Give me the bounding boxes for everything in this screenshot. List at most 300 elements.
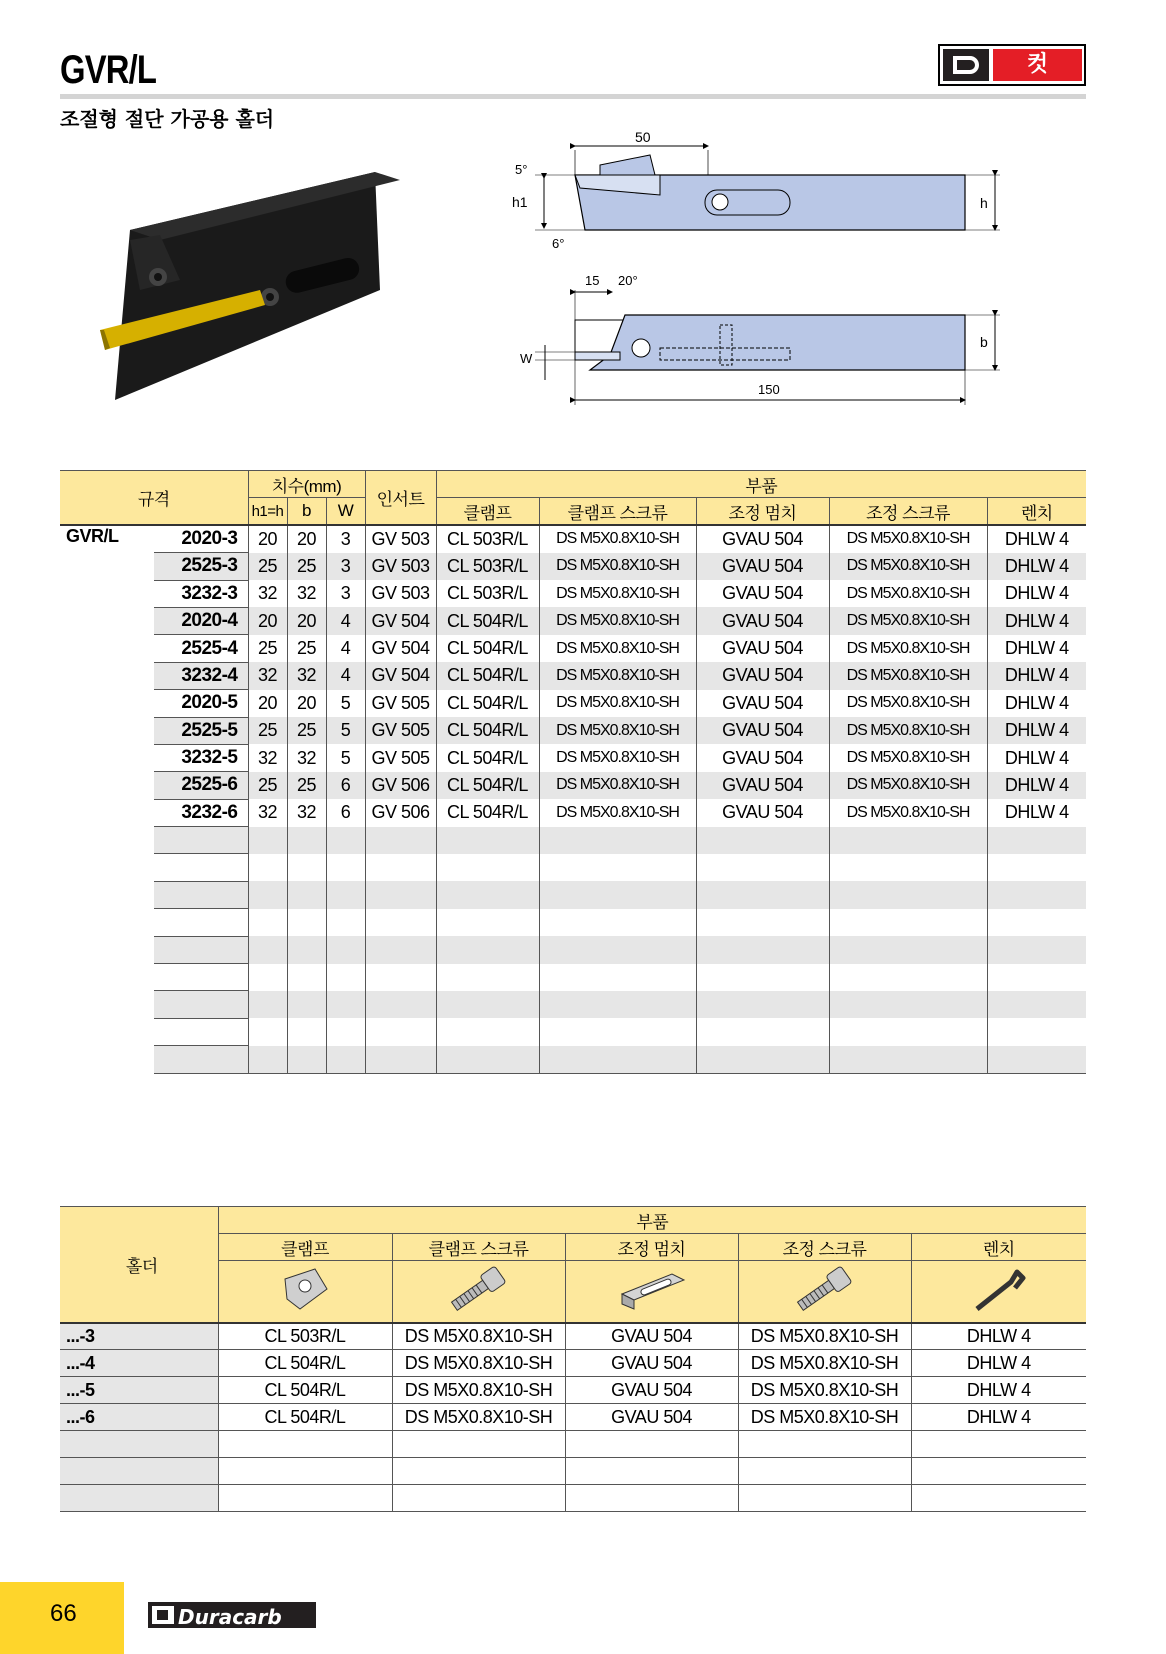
table-cell bbox=[987, 881, 1086, 908]
clamp-cell: CL 504R/L bbox=[218, 1377, 392, 1404]
table-cell: 20 bbox=[287, 525, 326, 552]
clamp-screw-cell: DS M5X0.8X10-SH bbox=[539, 690, 696, 717]
dim-50-label: 50 bbox=[635, 129, 651, 145]
table-cell: 20 bbox=[287, 690, 326, 717]
table-cell bbox=[248, 854, 287, 881]
wrench-cell: DHLW 4 bbox=[987, 717, 1086, 744]
table-row bbox=[60, 1377, 1086, 1404]
table-cell bbox=[248, 936, 287, 963]
table-row bbox=[60, 964, 1086, 991]
clamp-screw-cell: DS M5X0.8X10-SH bbox=[392, 1404, 565, 1431]
adj-screw-cell: DS M5X0.8X10-SH bbox=[829, 662, 987, 689]
table-row bbox=[60, 991, 1086, 1018]
adj-screw-cell: DS M5X0.8X10-SH bbox=[829, 690, 987, 717]
wrench-part-icon bbox=[911, 1261, 1086, 1323]
dimension-drawing bbox=[512, 129, 1070, 430]
clamp-cell: CL 504R/L bbox=[218, 1404, 392, 1431]
holder-cell: ...-6 bbox=[60, 1404, 218, 1431]
adj-stop-cell: GVAU 504 bbox=[565, 1323, 738, 1350]
table-cell: 20 bbox=[248, 525, 287, 552]
table-cell bbox=[326, 991, 365, 1018]
table-cell: 32 bbox=[248, 662, 287, 689]
table-cell bbox=[987, 1046, 1086, 1073]
adj-stop-part-icon bbox=[565, 1261, 738, 1323]
table-cell bbox=[829, 827, 987, 854]
table-cell bbox=[365, 1018, 436, 1045]
wrench-cell: DHLW 4 bbox=[987, 607, 1086, 634]
table-cell: 6 bbox=[326, 772, 365, 799]
adj-stop-cell: GVAU 504 bbox=[696, 772, 829, 799]
clamp-header: 클램프 bbox=[436, 498, 539, 525]
table-cell bbox=[287, 936, 326, 963]
table-row bbox=[60, 553, 1086, 580]
b-header: b bbox=[287, 498, 326, 525]
table-cell bbox=[365, 881, 436, 908]
clamp-screw-cell: DS M5X0.8X10-SH bbox=[392, 1323, 565, 1350]
model-code: 3232-6 bbox=[154, 799, 248, 826]
adj-screw-cell: DS M5X0.8X10-SH bbox=[738, 1350, 911, 1377]
adj-stop-cell: GVAU 504 bbox=[696, 525, 829, 552]
model-code bbox=[154, 881, 248, 908]
adj-screw-cell: DS M5X0.8X10-SH bbox=[829, 635, 987, 662]
table-cell: 20 bbox=[248, 690, 287, 717]
insert-cell: GV 504 bbox=[365, 607, 436, 634]
table-cell bbox=[539, 936, 696, 963]
clamp-part-icon bbox=[218, 1261, 392, 1323]
clamp-cell: CL 504R/L bbox=[436, 607, 539, 634]
parts-table bbox=[60, 1206, 1086, 1512]
table-cell bbox=[287, 827, 326, 854]
table-cell bbox=[365, 827, 436, 854]
table-cell: 4 bbox=[326, 662, 365, 689]
table-cell bbox=[248, 1018, 287, 1045]
model-code bbox=[154, 909, 248, 936]
model-code: 2020-3 bbox=[154, 525, 248, 552]
table-cell: 6 bbox=[326, 799, 365, 826]
dim-15-label: 15 bbox=[585, 273, 600, 288]
duracarb-logo bbox=[148, 1598, 316, 1630]
table-row bbox=[60, 1018, 1086, 1045]
table-row bbox=[60, 690, 1086, 717]
wrench2-header: 렌치 bbox=[911, 1234, 1086, 1261]
tool-holder-photo bbox=[100, 180, 400, 420]
table-cell bbox=[696, 881, 829, 908]
table-cell bbox=[696, 909, 829, 936]
angle-6-label: 6° bbox=[552, 236, 565, 251]
table-cell bbox=[565, 1431, 738, 1458]
table-cell bbox=[287, 1018, 326, 1045]
table-cell bbox=[218, 1485, 392, 1512]
clamp-cell: CL 504R/L bbox=[436, 690, 539, 717]
table-cell bbox=[365, 854, 436, 881]
model-code: 2525-4 bbox=[154, 635, 248, 662]
table-cell bbox=[987, 991, 1086, 1018]
table-row bbox=[60, 909, 1086, 936]
adj-screw-cell: DS M5X0.8X10-SH bbox=[738, 1377, 911, 1404]
holder-cell: ...-5 bbox=[60, 1377, 218, 1404]
model-code: 2525-3 bbox=[154, 553, 248, 580]
b-label: b bbox=[980, 334, 988, 350]
table-cell bbox=[738, 1431, 911, 1458]
clamp-screw-cell: DS M5X0.8X10-SH bbox=[539, 772, 696, 799]
table-cell bbox=[326, 1018, 365, 1045]
table-cell: 25 bbox=[248, 772, 287, 799]
table-row bbox=[60, 1431, 1086, 1458]
clamp-screw-cell: DS M5X0.8X10-SH bbox=[539, 580, 696, 607]
table-row bbox=[60, 580, 1086, 607]
adj-stop-header: 조정 멈치 bbox=[696, 498, 829, 525]
table-row bbox=[60, 854, 1086, 881]
table-cell: 25 bbox=[248, 717, 287, 744]
table-cell bbox=[911, 1458, 1086, 1485]
spec-header: 규격 bbox=[60, 471, 248, 526]
clamp-screw-cell: DS M5X0.8X10-SH bbox=[539, 525, 696, 552]
table-cell bbox=[248, 1046, 287, 1073]
adj-stop-cell: GVAU 504 bbox=[565, 1404, 738, 1431]
table-cell: 25 bbox=[248, 635, 287, 662]
table-cell: 32 bbox=[287, 799, 326, 826]
clamp-cell: CL 504R/L bbox=[218, 1350, 392, 1377]
insert-cell: GV 504 bbox=[365, 635, 436, 662]
wrench-cell: DHLW 4 bbox=[911, 1404, 1086, 1431]
adj-stop-cell: GVAU 504 bbox=[565, 1377, 738, 1404]
table-cell bbox=[829, 964, 987, 991]
adj-screw-part-icon bbox=[738, 1261, 911, 1323]
clamp-screw-cell: DS M5X0.8X10-SH bbox=[539, 744, 696, 771]
table-row bbox=[60, 881, 1086, 908]
table-cell bbox=[436, 1018, 539, 1045]
adj-stop-cell: GVAU 504 bbox=[696, 662, 829, 689]
table-cell bbox=[392, 1485, 565, 1512]
adj-screw-header: 조정 스크류 bbox=[829, 498, 987, 525]
model-code: 2020-5 bbox=[154, 690, 248, 717]
table-cell bbox=[248, 991, 287, 1018]
table-cell bbox=[436, 827, 539, 854]
table-cell: 20 bbox=[248, 607, 287, 634]
table-cell bbox=[436, 936, 539, 963]
adj-stop-cell: GVAU 504 bbox=[696, 799, 829, 826]
table-row bbox=[60, 799, 1086, 826]
table-row bbox=[60, 744, 1086, 771]
table-row bbox=[60, 772, 1086, 799]
model-code bbox=[154, 1046, 248, 1073]
table-cell bbox=[696, 964, 829, 991]
table-cell bbox=[829, 854, 987, 881]
category-badge bbox=[938, 44, 1086, 86]
adj-stop-cell: GVAU 504 bbox=[696, 717, 829, 744]
table-row bbox=[60, 1046, 1086, 1073]
table-cell bbox=[987, 964, 1086, 991]
table-cell bbox=[326, 1046, 365, 1073]
wrench-cell: DHLW 4 bbox=[911, 1350, 1086, 1377]
table-cell bbox=[829, 991, 987, 1018]
table-cell bbox=[287, 1046, 326, 1073]
table-cell bbox=[539, 991, 696, 1018]
clamp-screw-header: 클램프 스크류 bbox=[539, 498, 696, 525]
table-cell: 5 bbox=[326, 717, 365, 744]
table-cell bbox=[436, 854, 539, 881]
table-row bbox=[60, 1404, 1086, 1431]
table-row bbox=[60, 607, 1086, 634]
table-cell bbox=[987, 1018, 1086, 1045]
table-cell bbox=[326, 827, 365, 854]
holder-cell: ...-4 bbox=[60, 1350, 218, 1377]
table-cell bbox=[248, 827, 287, 854]
model-code bbox=[154, 991, 248, 1018]
model-code bbox=[154, 964, 248, 991]
table-cell: 4 bbox=[326, 607, 365, 634]
table-row bbox=[60, 717, 1086, 744]
wrench-cell: DHLW 4 bbox=[987, 744, 1086, 771]
series-cell: GVR/L bbox=[60, 525, 154, 1073]
table-cell: 25 bbox=[287, 772, 326, 799]
insert-cell: GV 503 bbox=[365, 553, 436, 580]
clamp2-header: 클램프 bbox=[218, 1234, 392, 1261]
h1-label: h1 bbox=[512, 194, 528, 210]
table-cell bbox=[539, 854, 696, 881]
table-cell bbox=[539, 827, 696, 854]
wrench-cell: DHLW 4 bbox=[987, 772, 1086, 799]
table-row bbox=[60, 635, 1086, 662]
model-code: 3232-3 bbox=[154, 580, 248, 607]
wrench-cell: DHLW 4 bbox=[911, 1377, 1086, 1404]
table-row bbox=[60, 1350, 1086, 1377]
spec-table bbox=[60, 470, 1086, 1074]
table-cell bbox=[365, 1046, 436, 1073]
clamp-cell: CL 503R/L bbox=[218, 1323, 392, 1350]
adj-screw-cell: DS M5X0.8X10-SH bbox=[829, 744, 987, 771]
table-cell: 32 bbox=[287, 662, 326, 689]
table-row bbox=[60, 1458, 1086, 1485]
adj-screw-cell: DS M5X0.8X10-SH bbox=[829, 717, 987, 744]
insert-cell: GV 506 bbox=[365, 772, 436, 799]
model-code: 2525-5 bbox=[154, 717, 248, 744]
table-cell: 3 bbox=[326, 553, 365, 580]
adj-screw-cell: DS M5X0.8X10-SH bbox=[829, 772, 987, 799]
adj-stop-cell: GVAU 504 bbox=[696, 690, 829, 717]
svg-text:Duracarb: Duracarb bbox=[178, 1605, 282, 1629]
clamp-cell: CL 504R/L bbox=[436, 662, 539, 689]
table-cell: 32 bbox=[287, 580, 326, 607]
table-cell bbox=[829, 1018, 987, 1045]
wrench-header: 렌치 bbox=[987, 498, 1086, 525]
table-cell bbox=[987, 909, 1086, 936]
adj-stop2-header: 조정 멈치 bbox=[565, 1234, 738, 1261]
clamp-cell: CL 504R/L bbox=[436, 772, 539, 799]
table-cell bbox=[829, 881, 987, 908]
parts-header: 부품 bbox=[436, 471, 1086, 498]
h-label: h bbox=[980, 195, 988, 211]
clamp-cell: CL 504R/L bbox=[436, 744, 539, 771]
table-cell bbox=[287, 854, 326, 881]
insert-cell: GV 503 bbox=[365, 525, 436, 552]
table-cell bbox=[218, 1458, 392, 1485]
table-cell bbox=[218, 1431, 392, 1458]
table-cell bbox=[696, 991, 829, 1018]
table-cell bbox=[392, 1458, 565, 1485]
table-cell bbox=[365, 964, 436, 991]
table-cell bbox=[911, 1431, 1086, 1458]
adj-screw-cell: DS M5X0.8X10-SH bbox=[738, 1323, 911, 1350]
dims-header: 치수(mm) bbox=[248, 471, 365, 498]
holder-header: 홀더 bbox=[60, 1207, 218, 1323]
angle-5-label: 5° bbox=[515, 162, 528, 177]
wrench-cell: DHLW 4 bbox=[987, 799, 1086, 826]
clamp-screw-cell: DS M5X0.8X10-SH bbox=[392, 1377, 565, 1404]
table-cell bbox=[287, 881, 326, 908]
table-cell bbox=[696, 1018, 829, 1045]
table-cell bbox=[326, 909, 365, 936]
table-cell: 32 bbox=[248, 744, 287, 771]
table-cell bbox=[539, 881, 696, 908]
table-cell bbox=[911, 1485, 1086, 1512]
table-cell bbox=[287, 991, 326, 1018]
table-row bbox=[60, 662, 1086, 689]
table-cell bbox=[565, 1458, 738, 1485]
adj-screw-cell: DS M5X0.8X10-SH bbox=[738, 1404, 911, 1431]
badge-label: 컷 bbox=[993, 49, 1082, 81]
insert-cell: GV 503 bbox=[365, 580, 436, 607]
clamp-screw-cell: DS M5X0.8X10-SH bbox=[539, 553, 696, 580]
clamp-cell: CL 504R/L bbox=[436, 717, 539, 744]
insert-cell: GV 505 bbox=[365, 690, 436, 717]
adj-screw-cell: DS M5X0.8X10-SH bbox=[829, 607, 987, 634]
model-code bbox=[154, 936, 248, 963]
table-cell bbox=[436, 909, 539, 936]
table-cell: 4 bbox=[326, 635, 365, 662]
model-code bbox=[154, 854, 248, 881]
w-header: W bbox=[326, 498, 365, 525]
wrench-cell: DHLW 4 bbox=[987, 690, 1086, 717]
page-title: GVR/L bbox=[60, 48, 157, 92]
adj-screw-cell: DS M5X0.8X10-SH bbox=[829, 553, 987, 580]
table-cell bbox=[539, 909, 696, 936]
table-cell: 32 bbox=[248, 580, 287, 607]
insert-header: 인서트 bbox=[365, 471, 436, 526]
table-cell: 25 bbox=[287, 717, 326, 744]
table-row bbox=[60, 827, 1086, 854]
clamp-screw-cell: DS M5X0.8X10-SH bbox=[539, 635, 696, 662]
table-cell bbox=[829, 1046, 987, 1073]
insert-cell: GV 505 bbox=[365, 744, 436, 771]
holder-cell bbox=[60, 1485, 218, 1512]
table-row bbox=[60, 525, 1086, 552]
parts2-header: 부품 bbox=[218, 1207, 1086, 1234]
table-cell bbox=[287, 964, 326, 991]
table-cell: 5 bbox=[326, 690, 365, 717]
angle-20-label: 20° bbox=[618, 273, 638, 288]
clamp-cell: CL 503R/L bbox=[436, 580, 539, 607]
table-row bbox=[60, 936, 1086, 963]
wrench-cell: DHLW 4 bbox=[987, 525, 1086, 552]
table-cell bbox=[696, 1046, 829, 1073]
table-cell bbox=[987, 827, 1086, 854]
table-cell bbox=[987, 854, 1086, 881]
table-cell bbox=[436, 881, 539, 908]
clamp-screw-cell: DS M5X0.8X10-SH bbox=[392, 1350, 565, 1377]
wrench-cell: DHLW 4 bbox=[987, 635, 1086, 662]
table-cell bbox=[248, 909, 287, 936]
adj-stop-cell: GVAU 504 bbox=[696, 635, 829, 662]
clamp-screw-part-icon bbox=[392, 1261, 565, 1323]
table-cell: 32 bbox=[287, 744, 326, 771]
table-cell bbox=[696, 936, 829, 963]
wrench-cell: DHLW 4 bbox=[987, 662, 1086, 689]
table-cell bbox=[248, 964, 287, 991]
clamp-screw2-header: 클램프 스크류 bbox=[392, 1234, 565, 1261]
table-cell bbox=[365, 936, 436, 963]
model-code bbox=[154, 827, 248, 854]
table-cell: 5 bbox=[326, 744, 365, 771]
adj-screw2-header: 조정 스크류 bbox=[738, 1234, 911, 1261]
table-cell bbox=[326, 964, 365, 991]
clamp-cell: CL 503R/L bbox=[436, 553, 539, 580]
table-cell bbox=[436, 1046, 539, 1073]
insert-cell: GV 504 bbox=[365, 662, 436, 689]
table-cell bbox=[696, 827, 829, 854]
table-cell bbox=[365, 991, 436, 1018]
table-cell bbox=[987, 936, 1086, 963]
holder-cell bbox=[60, 1458, 218, 1485]
page-subtitle: 조절형 절단 가공용 홀더 bbox=[60, 107, 275, 131]
dim-150-label: 150 bbox=[758, 382, 780, 397]
holder-cell: ...-3 bbox=[60, 1323, 218, 1350]
clamp-screw-cell: DS M5X0.8X10-SH bbox=[539, 662, 696, 689]
insert-cell: GV 506 bbox=[365, 799, 436, 826]
table-cell bbox=[436, 964, 539, 991]
table-cell bbox=[392, 1431, 565, 1458]
title-rule bbox=[60, 94, 1086, 99]
model-code bbox=[154, 1018, 248, 1045]
wrench-cell: DHLW 4 bbox=[987, 580, 1086, 607]
table-cell: 3 bbox=[326, 525, 365, 552]
table-cell: 20 bbox=[287, 607, 326, 634]
clamp-cell: CL 504R/L bbox=[436, 635, 539, 662]
model-code: 2525-6 bbox=[154, 772, 248, 799]
table-cell: 25 bbox=[248, 553, 287, 580]
clamp-screw-cell: DS M5X0.8X10-SH bbox=[539, 717, 696, 744]
model-code: 2020-4 bbox=[154, 607, 248, 634]
table-cell bbox=[696, 854, 829, 881]
insert-cell: GV 505 bbox=[365, 717, 436, 744]
table-cell bbox=[565, 1485, 738, 1512]
adj-stop-cell: GVAU 504 bbox=[565, 1350, 738, 1377]
adj-screw-cell: DS M5X0.8X10-SH bbox=[829, 580, 987, 607]
table-cell: 25 bbox=[287, 553, 326, 580]
adj-screw-cell: DS M5X0.8X10-SH bbox=[829, 799, 987, 826]
holder-cell bbox=[60, 1431, 218, 1458]
model-code: 3232-4 bbox=[154, 662, 248, 689]
w-label: W bbox=[520, 351, 533, 366]
table-cell: 32 bbox=[248, 799, 287, 826]
table-cell bbox=[539, 1018, 696, 1045]
adj-screw-cell: DS M5X0.8X10-SH bbox=[829, 525, 987, 552]
d-logo-icon bbox=[943, 49, 989, 81]
table-cell bbox=[326, 936, 365, 963]
table-row bbox=[60, 1485, 1086, 1512]
wrench-cell: DHLW 4 bbox=[911, 1323, 1086, 1350]
table-cell bbox=[539, 1046, 696, 1073]
table-cell: 3 bbox=[326, 580, 365, 607]
table-cell: 25 bbox=[287, 635, 326, 662]
table-cell bbox=[248, 881, 287, 908]
clamp-cell: CL 503R/L bbox=[436, 525, 539, 552]
adj-stop-cell: GVAU 504 bbox=[696, 580, 829, 607]
table-cell bbox=[365, 909, 436, 936]
clamp-cell: CL 504R/L bbox=[436, 799, 539, 826]
clamp-screw-cell: DS M5X0.8X10-SH bbox=[539, 799, 696, 826]
table-cell bbox=[287, 909, 326, 936]
